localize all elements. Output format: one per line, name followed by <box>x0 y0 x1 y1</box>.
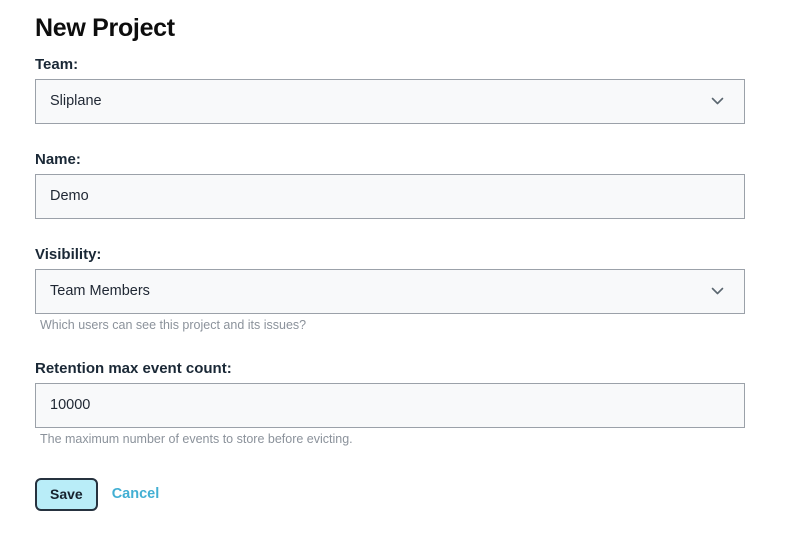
visibility-field-group <box>35 246 745 333</box>
save-button[interactable]: Save <box>35 478 98 511</box>
page-title: New Project <box>35 14 175 42</box>
retention-field-group <box>35 360 745 447</box>
retention-input[interactable] <box>35 383 745 428</box>
name-field-group <box>35 151 745 219</box>
chevron-down-icon <box>711 287 724 295</box>
name-input[interactable] <box>35 174 745 219</box>
team-label: Team: <box>35 55 79 73</box>
name-label: Name: <box>35 150 81 168</box>
team-field-group <box>35 56 745 124</box>
retention-label: Retention max event count: <box>35 359 232 377</box>
chevron-down-icon <box>711 97 724 105</box>
visibility-label: Visibility: <box>35 245 102 263</box>
form-actions <box>35 478 745 511</box>
team-select-value: Sliplane <box>50 93 102 110</box>
cancel-link[interactable]: Cancel <box>111 486 160 503</box>
retention-help-text: The maximum number of events to store before evicting. <box>40 431 353 446</box>
visibility-select[interactable] <box>35 269 745 314</box>
team-select[interactable] <box>35 79 745 124</box>
visibility-help-text: Which users can see this project and its issues? <box>40 317 307 332</box>
visibility-select-value: Team Members <box>50 283 150 300</box>
